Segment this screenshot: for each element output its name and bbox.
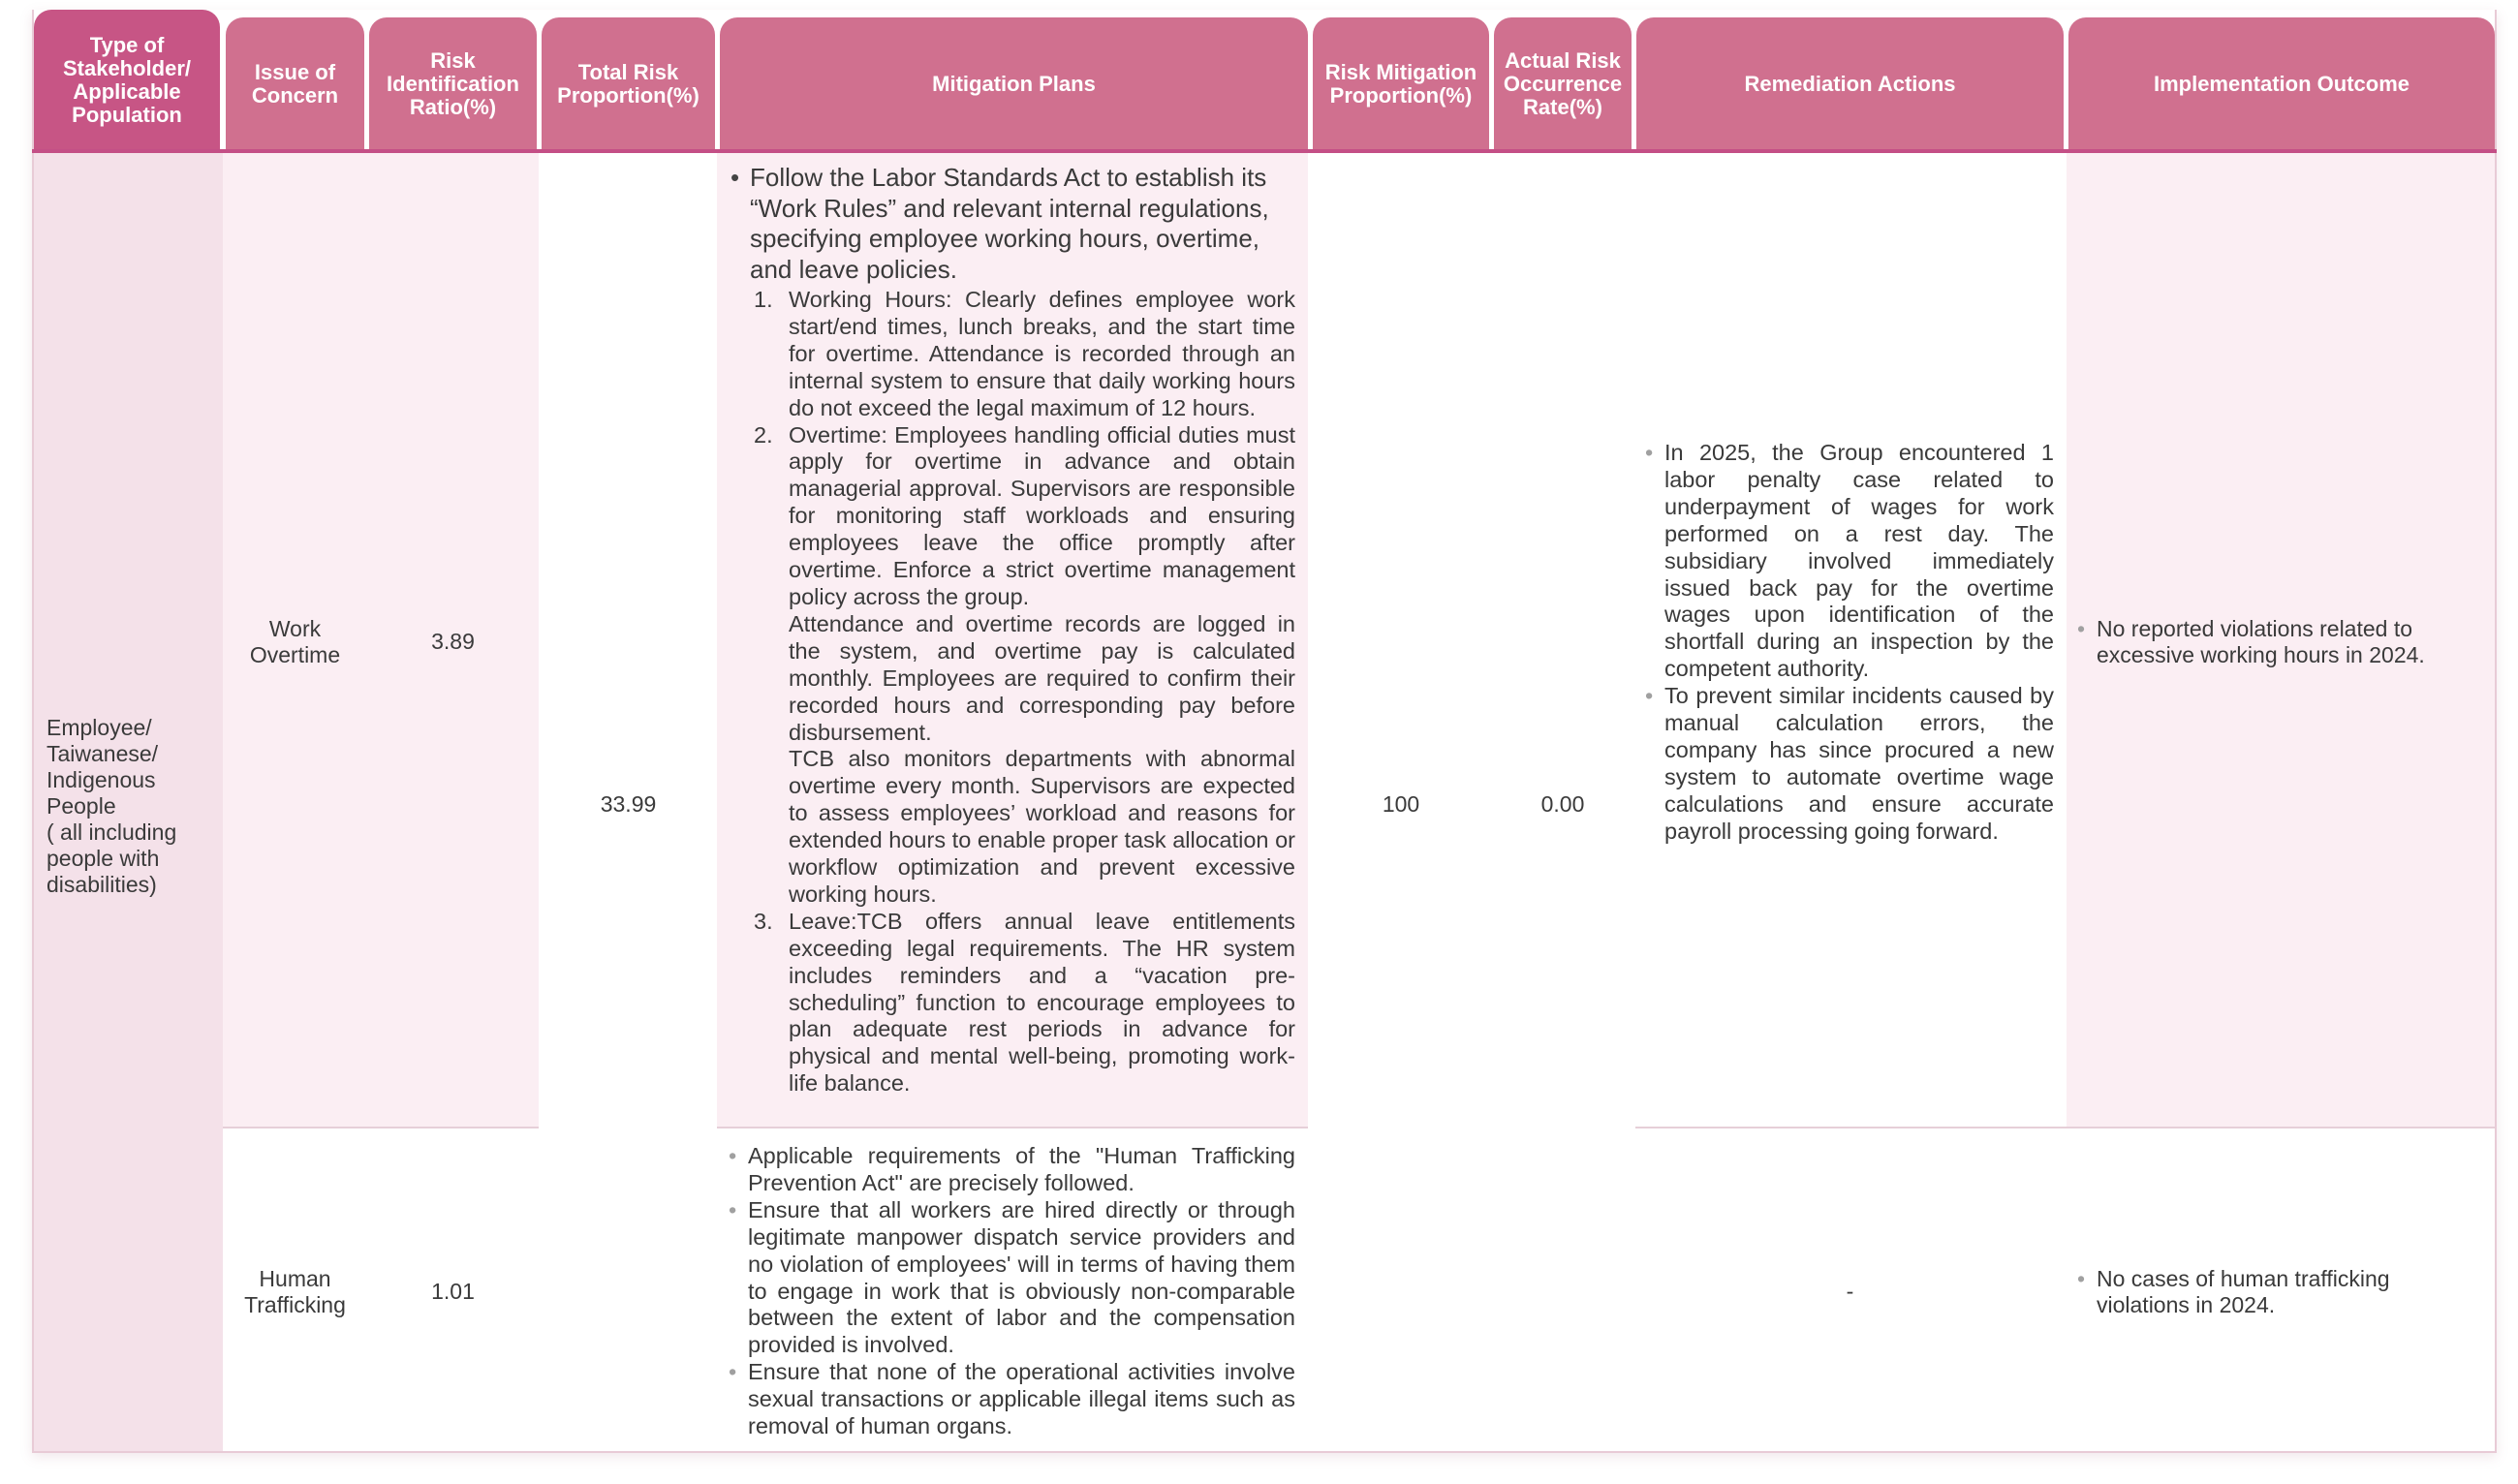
row-divider-mitigation <box>717 1127 1308 1128</box>
mitigation-item <box>754 422 1295 611</box>
row2-mitigation-plans <box>727 1143 1295 1440</box>
mitigation-item: TCB also monitors departments with abnormal overtime every month. Supervisors are expected to assess employees’ workload and reasons for extended hours to enable proper task allocation or workflow optimization and prevent excessive working hours. <box>789 746 1295 907</box>
stakeholder-line: people with <box>47 846 160 871</box>
actual-risk-value: 0.00 <box>1540 791 1585 817</box>
issue-line: Human <box>259 1266 331 1291</box>
stakeholder-line: People <box>47 793 116 819</box>
risk-mitigation-value: 100 <box>1382 791 1420 817</box>
header-issue: Issue of Concern <box>226 17 364 151</box>
row-divider-issue <box>223 1127 539 1128</box>
issue-line: Overtime <box>249 642 341 667</box>
row-divider-remediation <box>1635 1127 2495 1128</box>
header-remediation: Remediation Actions <box>1636 17 2064 151</box>
total-risk-value: 33.99 <box>600 791 657 817</box>
item-text: Leave:TCB offers annual leave entitlements exceeding legal requirements. The HR system includes reminders and a “vacation pre-scheduling” function to encourage employees to plan adequate rest periods in advance for physical and mental well-being, promoting work-life balance. <box>789 908 1295 1097</box>
stakeholder-line: Indigenous <box>47 767 156 792</box>
row2-remediation: - <box>1846 1279 1854 1304</box>
item-text: Working Hours: Clearly defines employee work start/end times, lunch breaks, and the start time for overtime. Attendance is recorded through an internal system to ensure that daily working hours do not exceed the legal maximum of 12 hours. <box>789 287 1295 420</box>
row1-remediation <box>1643 440 2054 846</box>
header-stakeholder: Type of Stakeholder/ Applicable Population <box>34 10 220 151</box>
row1-risk-identification: 3.89 <box>431 629 475 654</box>
outcome-item: • No cases of human trafficking violations in 2024. <box>2075 1266 2482 1318</box>
mitigation-item: • Ensure that all workers are hired directly or through legitimate manpower dispatch service providers and no violation of employees' will in terms of having them to engage in work that is obviously non-comparable between the extent of labor and the compensation provided is involved. <box>727 1197 1295 1359</box>
row1-issue <box>226 616 364 668</box>
header-risk-identification: Risk Identification Ratio(%) <box>369 17 537 151</box>
row1-mitigation-plans <box>729 163 1295 1098</box>
remediation-item: • To prevent similar incidents caused by manual calculation errors, the company has since procured a new system to automate overtime wage calculations and ensure accurate payroll processing going forward. <box>1643 683 2054 845</box>
header-actual-risk: Actual Risk Occurrence Rate(%) <box>1494 17 1632 151</box>
header-outcome: Implementation Outcome <box>2068 17 2495 151</box>
issue-line: Trafficking <box>244 1292 346 1317</box>
item-text: Overtime: Employees handling official duties must apply for overtime in advance and obtain managerial approval. Supervisors are responsible for monitoring staff workloads and ensuring employees leave the office promptly after overtime. Enforce a strict overtime management policy across the group. <box>789 421 1295 609</box>
item-number: 2. <box>754 421 773 448</box>
issue-line: Work <box>268 616 322 641</box>
stakeholder-cell <box>47 715 216 898</box>
mitigation-item <box>754 909 1295 1098</box>
header-mitigation-plans: Mitigation Plans <box>720 17 1308 151</box>
remediation-item: • In 2025, the Group encountered 1 labor penalty case related to underpayment of wages for work performed on a rest day. The subsidiary involved immediately issued back pay for the overtime wages upon identification of the shortfall during an inspection by the competent authority. <box>1643 440 2054 683</box>
mitigation-item: • Applicable requirements of the "Human Trafficking Prevention Act" are precisely followed. <box>727 1143 1295 1197</box>
mitigation-item <box>754 287 1295 422</box>
mitigation-item: • Ensure that none of the operational activities involve sexual transactions or applicable illegal items such as removal of human organs. <box>727 1359 1295 1440</box>
row1-outcome <box>2075 616 2482 668</box>
mitigation-intro: • Follow the Labor Standards Act to establish its “Work Rules” and relevant internal regulations, specifying employee working hours, overtime, and leave policies. <box>729 163 1295 285</box>
header-risk-mitigation: Risk Mitigation Proportion(%) <box>1313 17 1489 151</box>
row2-outcome <box>2075 1266 2482 1318</box>
row2-issue <box>226 1266 364 1318</box>
row2-risk-identification: 1.01 <box>431 1279 475 1304</box>
item-number: 1. <box>754 287 773 312</box>
outcome-item: • No reported violations related to excessive working hours in 2024. <box>2075 616 2482 668</box>
stakeholder-line: ( all including <box>47 819 177 845</box>
mitigation-item: Attendance and overtime records are logged in the system, and overtime pay is calculated monthly. Employees are required to confirm their recorded hours and corresponding pay before disbursement. <box>789 610 1295 745</box>
header-underline <box>32 149 2497 153</box>
stakeholder-line: disabilities) <box>47 872 157 897</box>
stakeholder-line: Taiwanese/ <box>47 741 159 766</box>
header-total-risk: Total Risk Proportion(%) <box>542 17 715 151</box>
stakeholder-line: Employee/ <box>47 715 152 740</box>
item-number: 3. <box>754 908 773 934</box>
